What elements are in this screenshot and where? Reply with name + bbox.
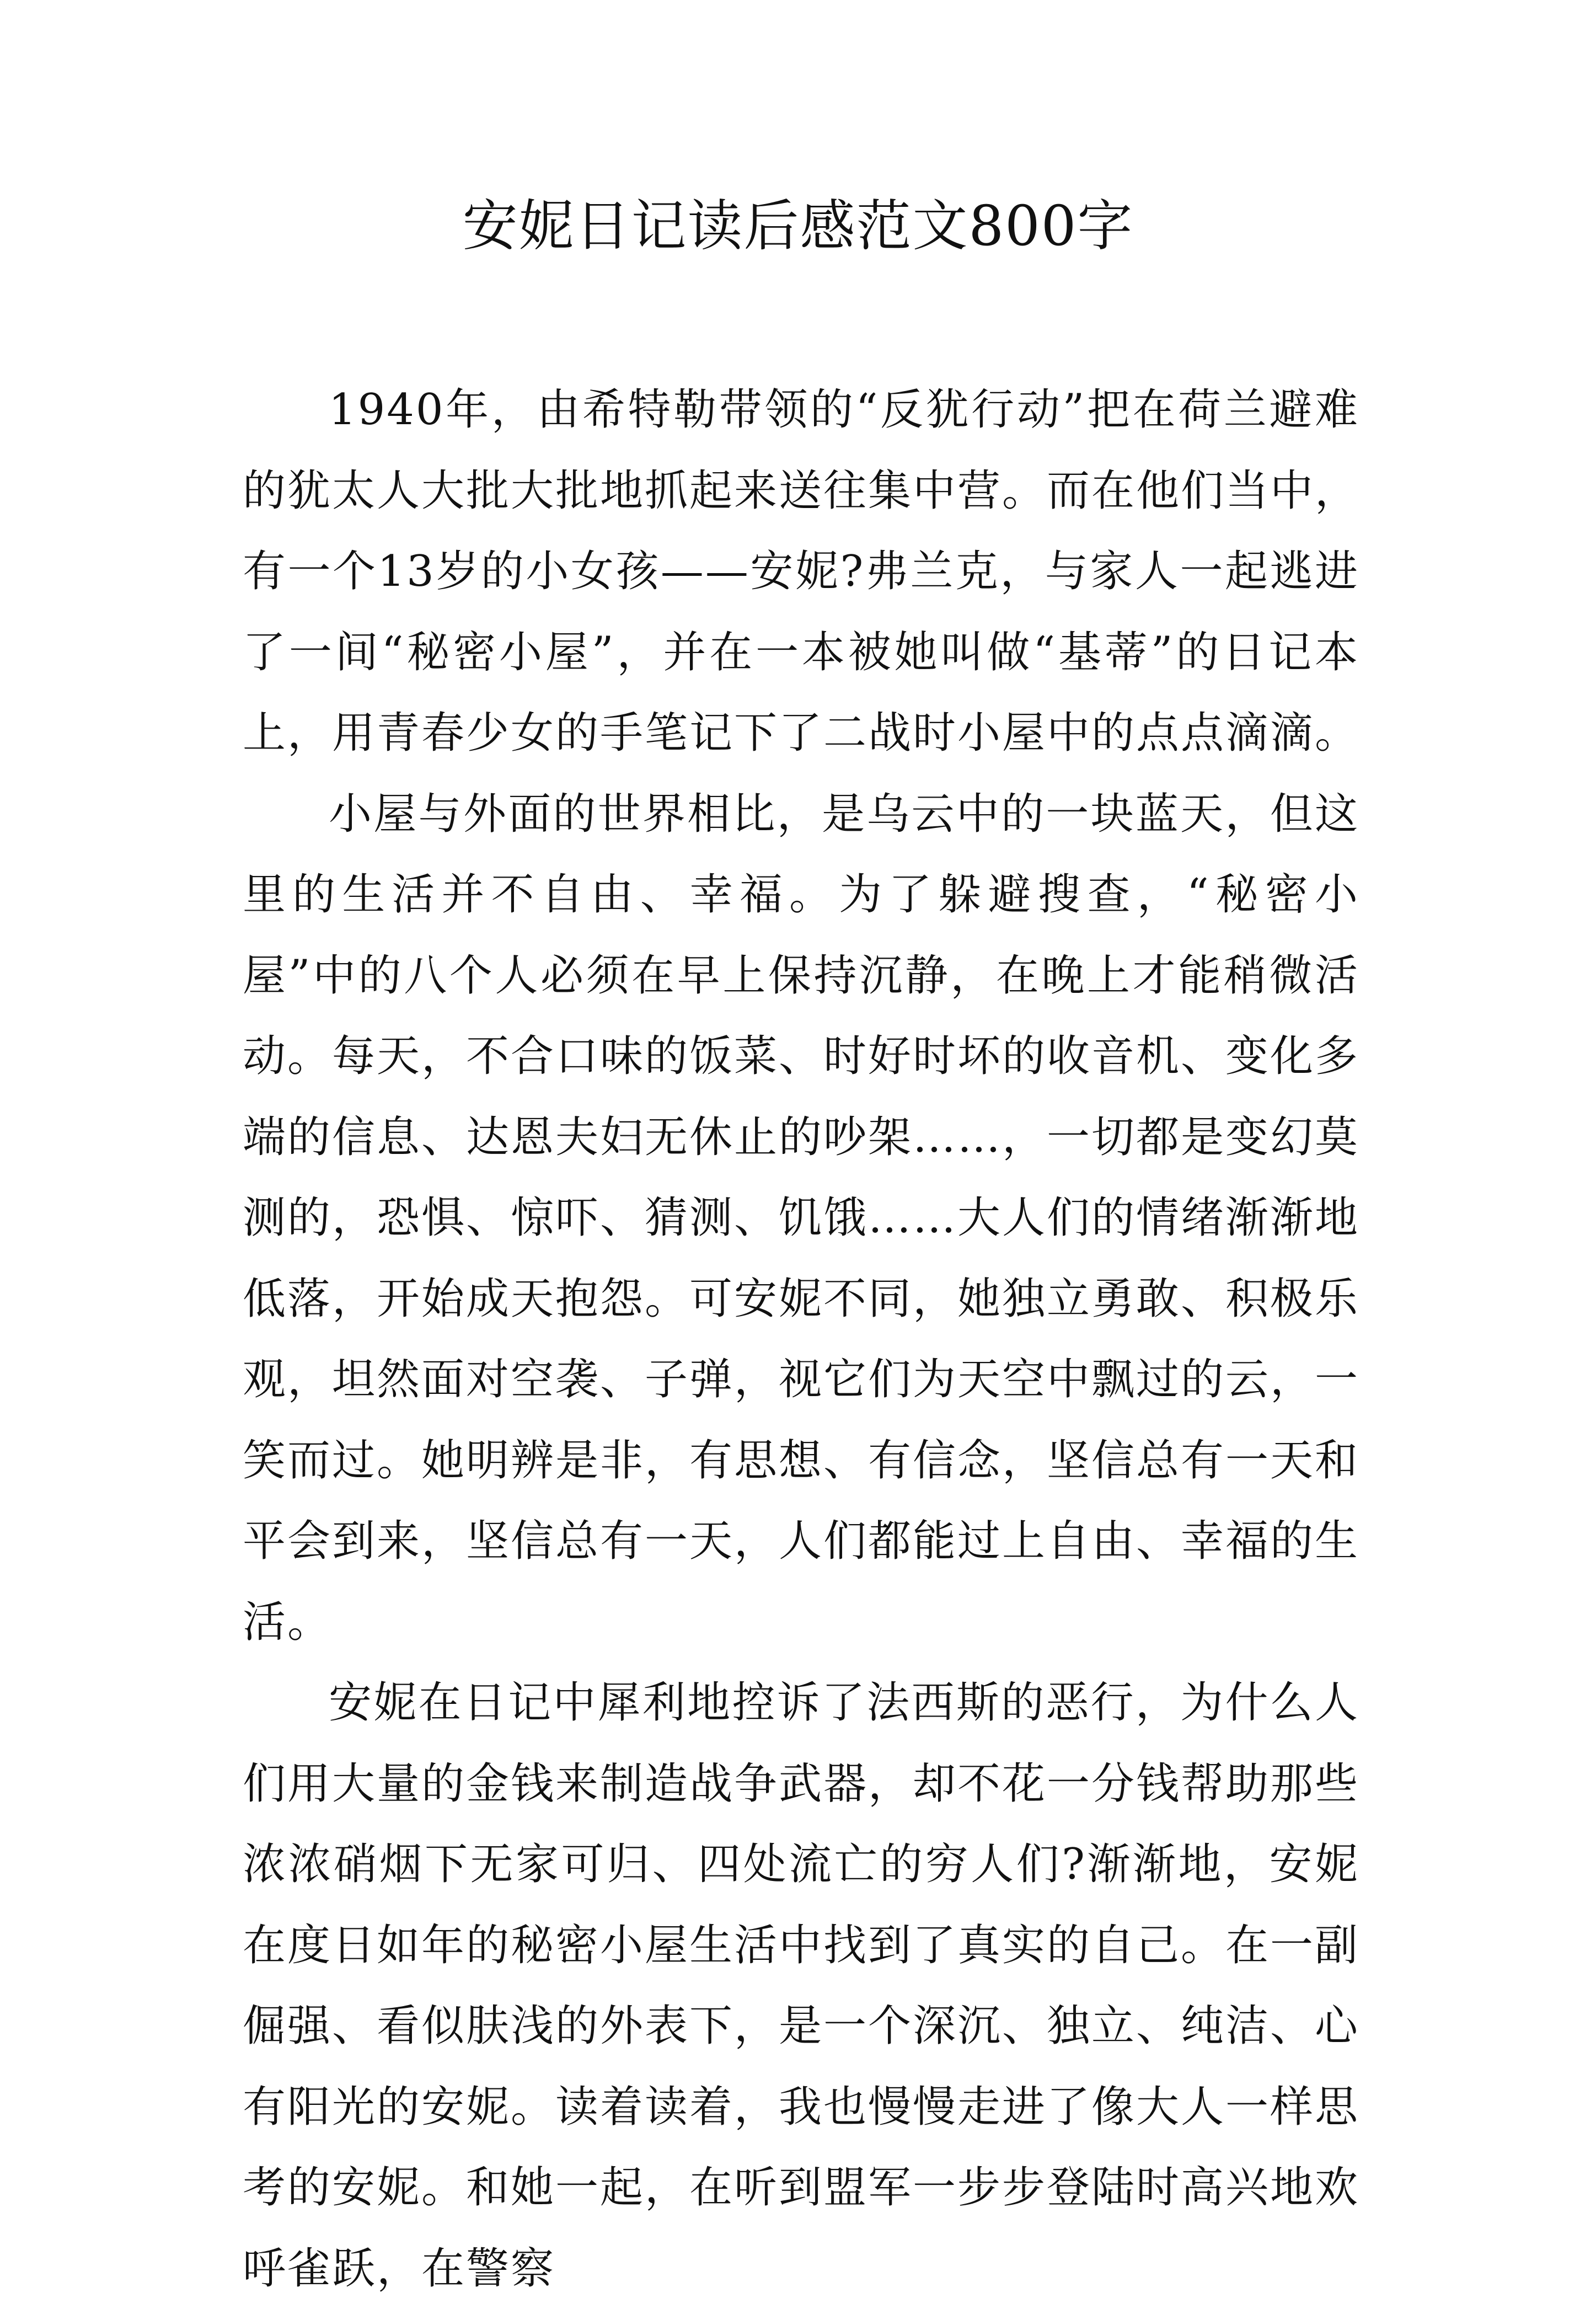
paragraph-2: 小屋与外面的世界相比，是乌云中的一块蓝天，但这里的生活并不自由、幸福。为了躲避搜查，“秘密小屋”中的八个人必须在早上保持沉静，在晚上才能稍微活动。每天，不合口味的饭菜、时好时坏的收音机、变化多端的信息、达恩夫妇无休止的吵架……，一切都是变幻莫测的，恐惧、惊吓、猜测、饥饿……大人们的情绪渐渐地低落，开始成天抱怨。可安妮不同，她独立勇敢、积极乐观，坦然面对空袭、子弹，视它们为天空中飘过的云，一笑而过。她明辨是非，有思想、有信念，坚信总有一天和平会到来，坚信总有一天，人们都能过上自由、幸福的生活。 (243, 789, 1360, 1647)
document-body (243, 370, 1359, 2309)
paragraph-3: 安妮在日记中犀利地控诉了法西斯的恶行，为什么人们用大量的金钱来制造战争武器，却不花一分钱帮助那些浓浓硝烟下无家可归、四处流亡的穷人们?渐渐地，安妮在度日如年的秘密小屋生活中找到了真实的自己。在一副倔强、看似肤浅的外表下，是一个深沉、独立、纯洁、心有阳光的安妮。读着读着，我也慢慢走进了像大人一样思考的安妮。和她一起，在听到盟军一步步登陆时高兴地欢呼雀跃，在警察 (243, 1678, 1360, 2294)
paragraph-1: 1940年，由希特勒带领的“反犹行动”把在荷兰避难的犹太人大批大批地抓起来送往集中营。而在他们当中，有一个13岁的小女孩——安妮?弗兰克，与家人一起逃进了一间“秘密小屋”，并在一本被她叫做“基蒂”的日记本上，用青春少女的手笔记下了二战时小屋中的点点滴滴。 (243, 385, 1360, 758)
document-title: 安妮日记读后感范文800字 (462, 194, 1134, 258)
